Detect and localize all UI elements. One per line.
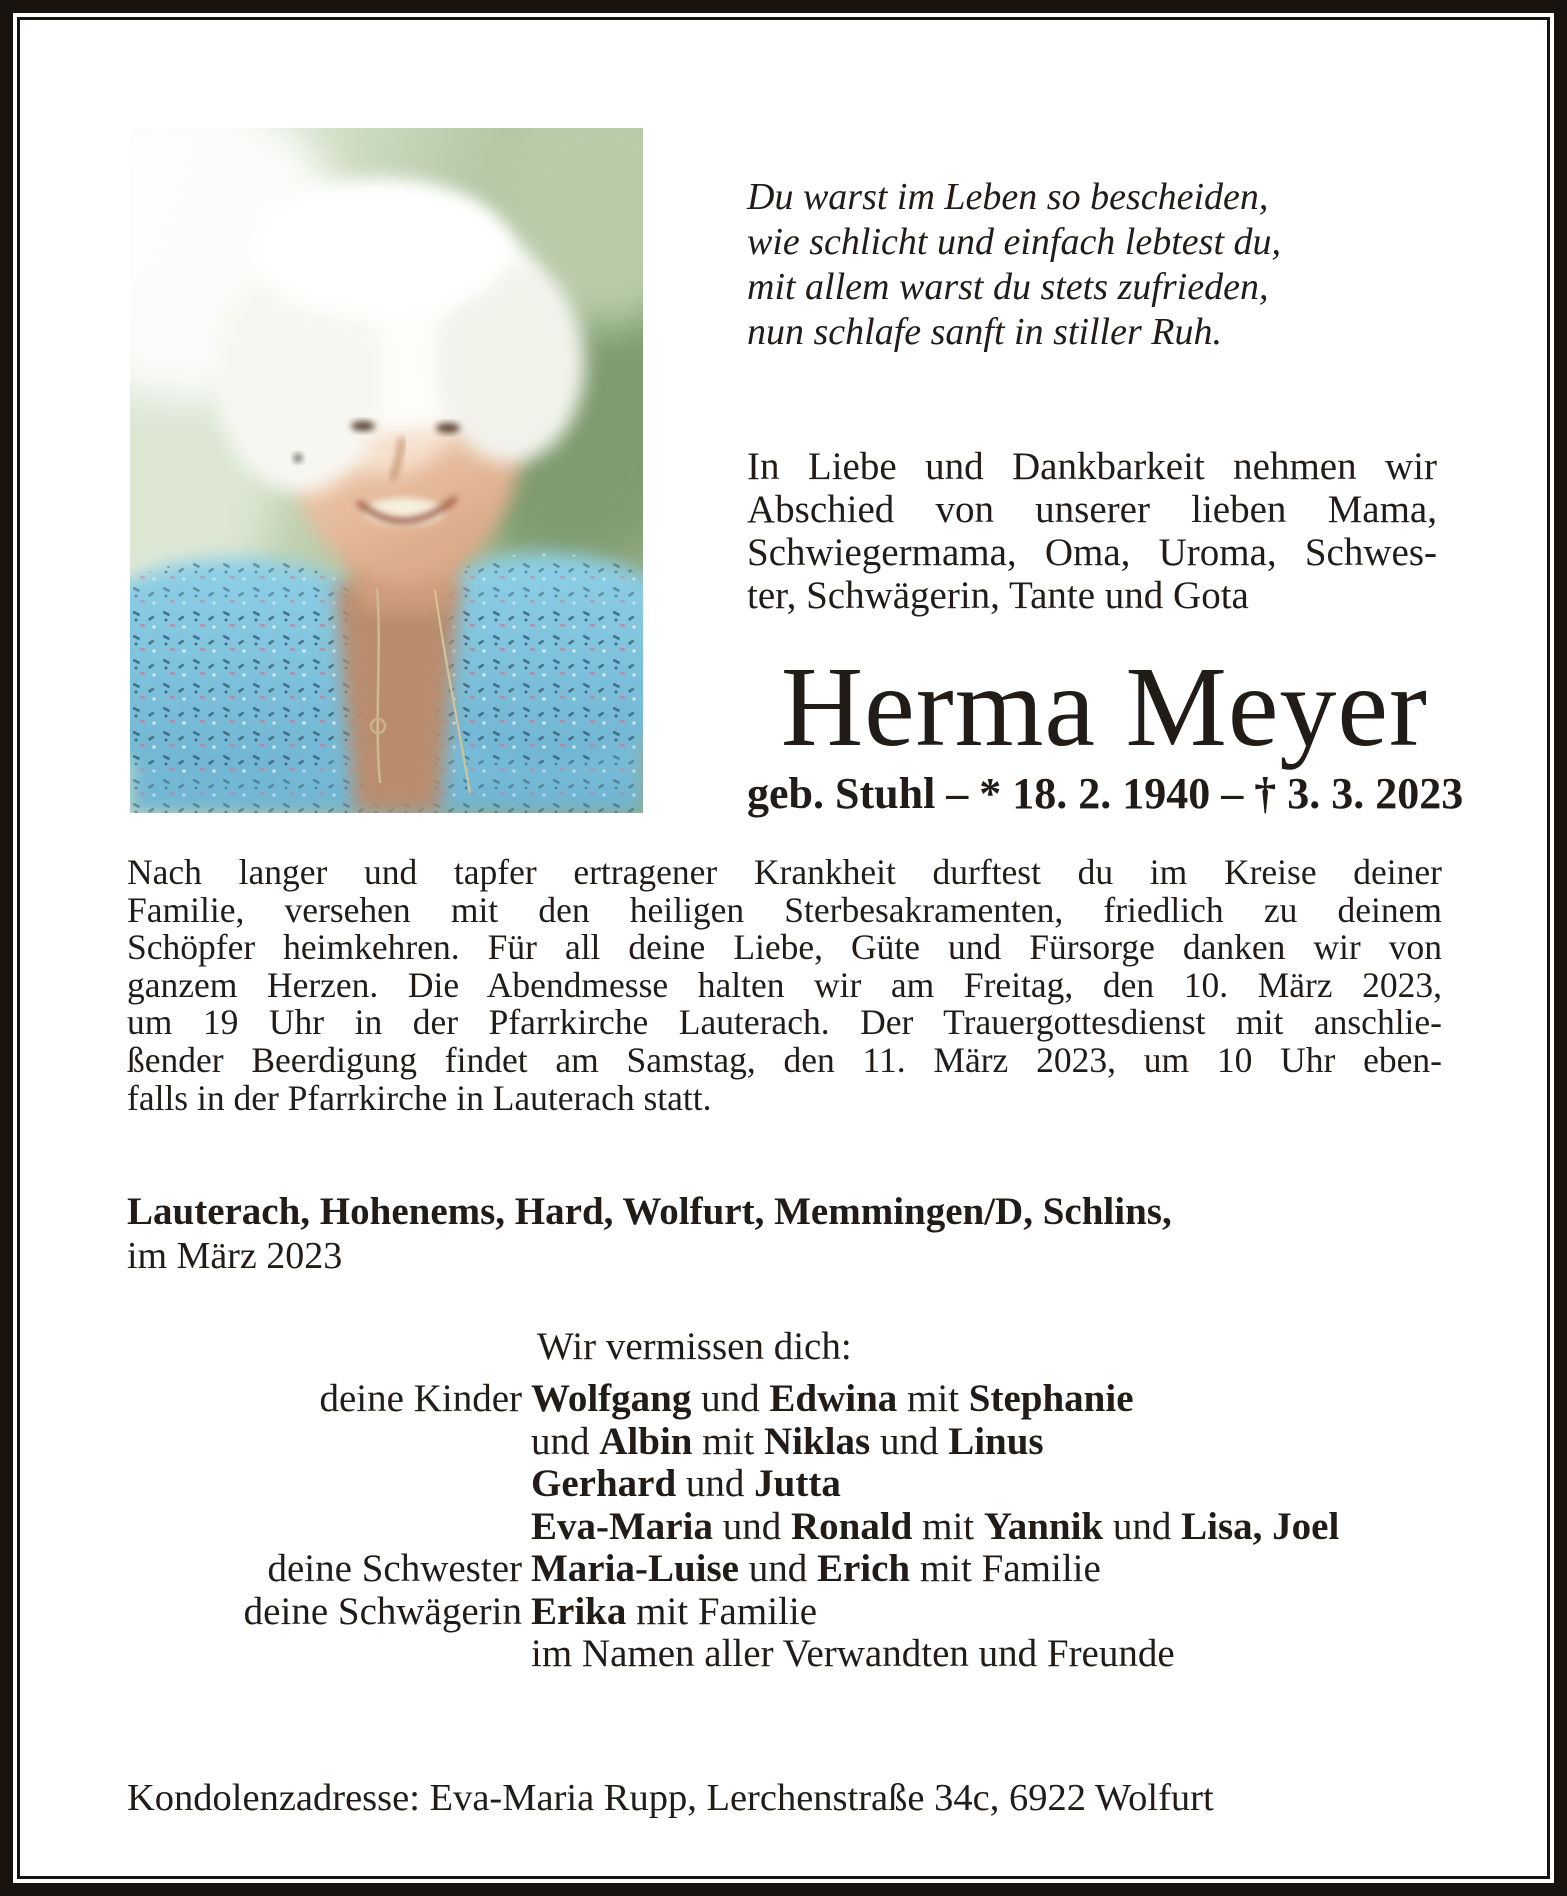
family-member-name: Lisa, Joel — [1181, 1504, 1340, 1548]
connector-text: und — [738, 1547, 817, 1590]
connector-text: und — [691, 1377, 770, 1420]
connector-text: und — [712, 1504, 791, 1548]
family-names — [531, 1591, 1467, 1634]
text-line: Schöpfer heimkehren. Für all deine Liebe, Güte und Fürsorge danken wir von — [127, 927, 1442, 968]
text-line: ßender Beerdigung findet am Samstag, den 11. März 2023, um 10 Uhr eben- — [127, 1039, 1442, 1080]
family-row — [127, 1463, 1467, 1506]
connector-text: mit — [912, 1504, 984, 1548]
family-member-name: Linus — [948, 1419, 1044, 1463]
relation-label — [127, 1633, 531, 1676]
family-member-name: Maria-Luise — [531, 1547, 739, 1590]
relation-label: deine Kinder — [319, 1377, 522, 1420]
family-member-name: Wolfgang — [531, 1377, 692, 1420]
text-line: um 19 Uhr in der Pfarrkirche Lauterach. Der Trauergottesdienst mit anschlie- — [127, 1002, 1442, 1043]
family-names — [531, 1463, 1467, 1506]
family-names — [531, 1506, 1467, 1549]
connector-text: und — [870, 1419, 949, 1463]
text-line: ganzem Herzen. Die Abendmesse halten wir am Freitag, den 10. März 2023, — [127, 964, 1442, 1005]
connector-text: und — [1103, 1504, 1182, 1548]
announcement-paragraph — [127, 854, 1442, 1117]
connector-text: mit — [897, 1377, 969, 1420]
connector-text: mit Familie — [910, 1547, 1101, 1590]
family-member-name: Albin — [599, 1419, 693, 1463]
family-list — [127, 1378, 1467, 1676]
relation-label: deine Schwester — [267, 1547, 522, 1590]
family-names — [531, 1633, 1467, 1676]
text-line: mit allem warst du stets zufrieden, — [747, 266, 1269, 308]
connector-text: im Namen aller Verwandten und Freunde — [531, 1632, 1175, 1675]
family-member-name: Erika — [531, 1589, 627, 1633]
relation-label: deine Schwägerin — [243, 1589, 522, 1633]
family-member-name: Jutta — [754, 1462, 841, 1505]
family-row — [127, 1548, 1467, 1591]
family-member-name: Erich — [816, 1547, 911, 1590]
memorial-poem — [747, 175, 1447, 355]
family-member-name: Niklas — [763, 1419, 871, 1463]
family-member-name: Eva-Maria — [531, 1504, 713, 1548]
text-line: Nach langer und tapfer ertragener Krankheit durftest du im Kreise deiner — [127, 852, 1442, 892]
relation-label — [127, 1421, 531, 1464]
condolence-address: Kondolenzadresse: Eva-Maria Rupp, Lerchenstraße 34c, 6922 Wolfurt — [127, 1777, 1214, 1819]
family-names — [531, 1378, 1467, 1421]
family-row — [127, 1506, 1467, 1549]
family-names — [531, 1421, 1467, 1464]
birth-death-line: geb. Stuhl – * 18. 2. 1940 – † 3. 3. 2023 — [747, 769, 1464, 818]
mourning-locations: Lauterach, Hohenems, Hard, Wolfurt, Memmingen/D, Schlins, — [127, 1190, 1172, 1233]
family-member-name: Yannik — [983, 1504, 1104, 1548]
family-member-name: Stephanie — [968, 1377, 1134, 1420]
relation-label — [127, 1506, 531, 1549]
portrait-photo — [130, 128, 643, 813]
relation-label — [127, 1463, 531, 1506]
text-line: wie schlicht und einfach lebtest du, — [747, 221, 1282, 263]
text-line: ter, Schwägerin, Tante und Gota — [747, 574, 1249, 617]
text-line: Du warst im Leben so bescheiden, — [747, 176, 1269, 218]
family-row — [127, 1633, 1467, 1676]
family-member-name: Edwina — [769, 1377, 898, 1420]
farewell-intro — [747, 445, 1437, 617]
family-member-name: Gerhard — [531, 1462, 677, 1505]
text-line: Schwiegermama, Oma, Uroma, Schwes- — [747, 531, 1437, 574]
connector-text: mit — [692, 1419, 764, 1463]
text-line: Abschied von unserer lieben Mama, — [747, 488, 1437, 531]
text-line: In Liebe und Dankbarkeit nehmen wir — [747, 445, 1437, 488]
connector-text: und — [531, 1419, 600, 1463]
locations-block — [127, 1189, 1442, 1278]
text-line: Familie, versehen mit den heiligen Sterbesakramenten, friedlich zu deinem — [127, 889, 1442, 930]
family-row — [127, 1591, 1467, 1634]
missing-heading: Wir vermissen dich: — [537, 1325, 852, 1368]
text-line: falls in der Pfarrkirche in Lauterach statt. — [127, 1077, 712, 1118]
text-line: nun schlafe sanft in stiller Ruh. — [747, 311, 1222, 353]
connector-text: mit Familie — [626, 1589, 818, 1633]
family-row — [127, 1421, 1467, 1464]
family-row — [127, 1378, 1467, 1421]
family-member-name: Ronald — [790, 1504, 913, 1548]
deceased-name: Herma Meyer — [780, 643, 1428, 770]
connector-text: und — [676, 1462, 755, 1505]
family-names — [531, 1548, 1467, 1591]
mourning-date: im März 2023 — [127, 1235, 343, 1277]
